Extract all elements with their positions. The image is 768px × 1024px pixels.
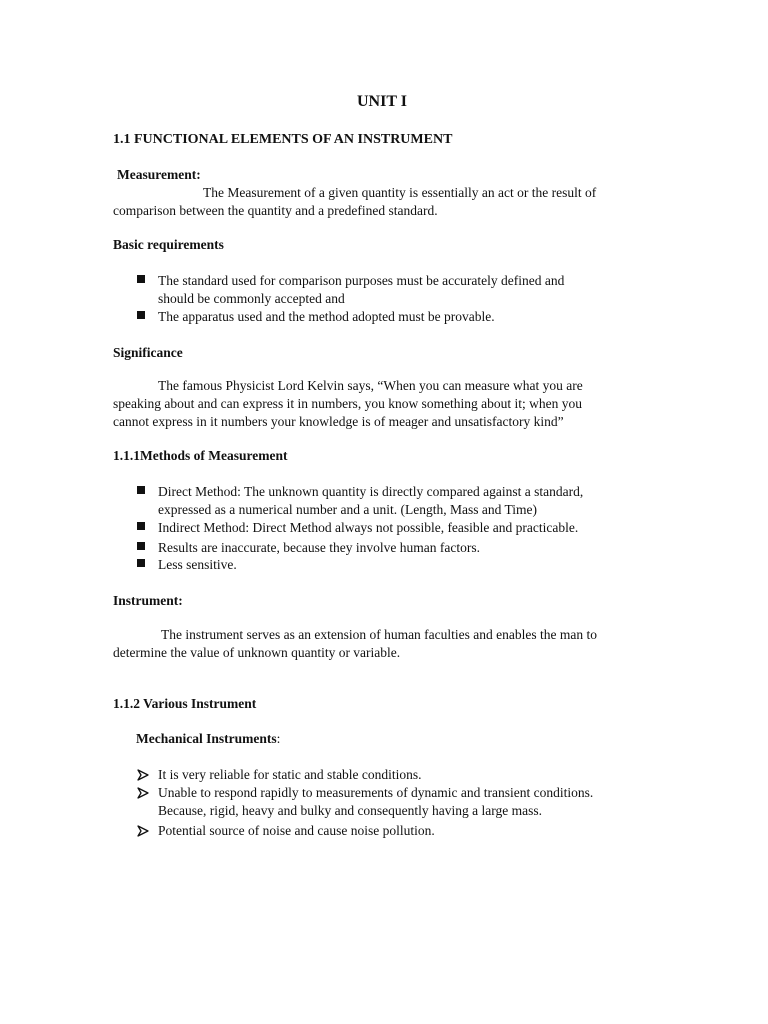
arrow-bullet-icon [136, 786, 150, 800]
list-item-text: The apparatus used and the method adopted must be provable. [158, 309, 495, 324]
methods-heading: 1.1.1Methods of Measurement [113, 448, 288, 463]
measurement-text-line: comparison between the quantity and a predefined standard. [113, 203, 438, 218]
list-item-text: Unable to respond rapidly to measurements of dynamic and transient conditions. [158, 785, 594, 800]
arrow-bullet-icon [136, 824, 150, 838]
square-bullet-icon [137, 311, 145, 319]
square-bullet-icon [137, 542, 145, 550]
list-item-text: Because, rigid, heavy and bulky and consequently having a large mass. [158, 803, 543, 818]
list-item-text: Direct Method: The unknown quantity is directly compared against a standard, [158, 484, 584, 499]
significance-text-line: speaking about and can express it in numbers, you know something about it; when you [113, 396, 583, 411]
instrument-heading: Instrument: [113, 593, 183, 608]
list-item-text: The standard used for comparison purposes must be accurately defined and [158, 273, 565, 288]
mechanical-instruments-heading [136, 730, 280, 748]
square-bullet-icon [137, 275, 145, 283]
list-item-text: Results are inaccurate, because they involve human factors. [158, 540, 480, 555]
instrument-text-line: The instrument serves as an extension of human faculties and enables the man to [161, 627, 597, 642]
list-item-text: expressed as a numerical number and a unit. (Length, Mass and Time) [158, 502, 538, 517]
list-item-text: It is very reliable for static and stable conditions. [158, 767, 422, 782]
section-heading-1-1: 1.1 FUNCTIONAL ELEMENTS OF AN INSTRUMENT [113, 132, 453, 147]
square-bullet-icon [137, 486, 145, 494]
basic-requirements-heading: Basic requirements [113, 237, 224, 252]
mechanical-instruments-label: Mechanical Instruments [136, 731, 277, 746]
measurement-heading: Measurement: [117, 167, 201, 182]
page-title: UNIT I [357, 93, 407, 110]
mechanical-instruments-colon: : [276, 731, 281, 746]
instrument-text-line: determine the value of unknown quantity or variable. [113, 645, 401, 660]
significance-text-line: The famous Physicist Lord Kelvin says, “When you can measure what you are [158, 378, 583, 393]
list-item-text: Potential source of noise and cause noise pollution. [158, 823, 435, 838]
measurement-text-line: The Measurement of a given quantity is essentially an act or the result of [203, 185, 597, 200]
list-item-text: Less sensitive. [158, 557, 237, 572]
arrow-bullet-icon [136, 768, 150, 782]
square-bullet-icon [137, 522, 145, 530]
square-bullet-icon [137, 559, 145, 567]
significance-text-line: cannot express in it numbers your knowledge is of meager and unsatisfactory kind” [113, 414, 564, 429]
various-instrument-heading: 1.1.2 Various Instrument [113, 696, 257, 711]
list-item-text: should be commonly accepted and [158, 291, 345, 306]
significance-heading: Significance [113, 345, 183, 360]
list-item-text: Indirect Method: Direct Method always not possible, feasible and practicable. [158, 520, 579, 535]
